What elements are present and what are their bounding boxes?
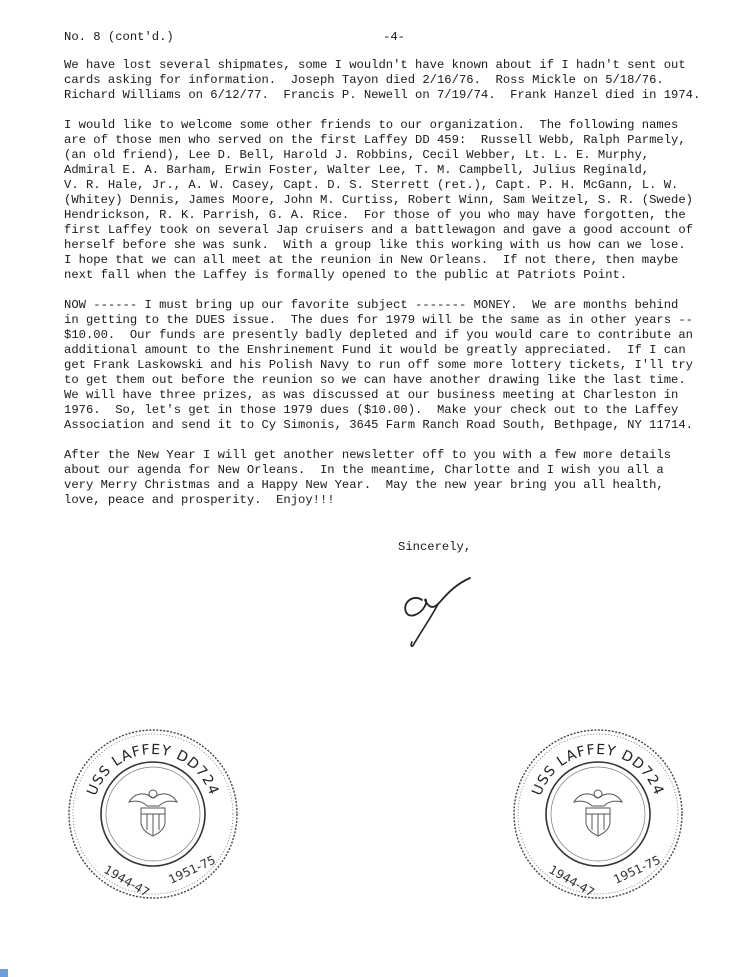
text-line: in getting to the DUES issue. The dues for 1979 will be the same as in other years -- — [64, 313, 693, 327]
issue-header: No. 8 (cont'd.) — [64, 30, 174, 44]
text-line: (Whitey) Dennis, James Moore, John M. Curtiss, Robert Winn, Sam Weitzel, S. R. (Swede) — [64, 193, 693, 207]
text-line: I hope that we can all meet at the reunion in New Orleans. If not there, then maybe — [64, 253, 679, 267]
text-line: Association and send it to Cy Simonis, 3645 Farm Ranch Road South, Bethpage, NY 11714. — [64, 418, 693, 432]
text-line: next fall when the Laffey is formally opened to the public at Patriots Point. — [64, 268, 628, 282]
paragraph-welcome — [64, 118, 734, 283]
text-line: We have lost several shipmates, some I wouldn't have known about if I hadn't sent out — [64, 58, 686, 72]
closing-salutation: Sincerely, — [398, 540, 472, 554]
letter-body — [64, 58, 734, 523]
signature — [392, 572, 492, 650]
uss-laffey-seal — [63, 722, 243, 902]
scan-edge-mark — [0, 969, 8, 977]
text-line: first Laffey took on several Jap cruisers and a battlewagon and gave a good account of — [64, 223, 693, 237]
text-line: Richard Williams on 6/12/77. Francis P. Newell on 7/19/74. Frank Hanzel died in 1974. — [64, 88, 701, 102]
seal-years-right: 1951-75 — [611, 852, 663, 887]
paragraph-money — [64, 298, 734, 433]
eagle-shield-icon — [574, 790, 622, 836]
text-line: (an old friend), Lee D. Bell, Harold J. Robbins, Cecil Webber, Lt. L. E. Murphy, — [64, 148, 650, 162]
text-line: herself before she was sunk. With a group like this working with us how can we lose. — [64, 238, 686, 252]
text-line: very Merry Christmas and a Happy New Year. May the new year bring you all health, — [64, 478, 664, 492]
text-line: love, peace and prosperity. Enjoy!!! — [64, 493, 335, 507]
text-line: NOW ------ I must bring up our favorite subject ------- MONEY. We are months behind — [64, 298, 679, 312]
seal-years-left: 1944-47 — [546, 862, 597, 900]
eagle-shield-icon — [129, 790, 177, 836]
text-line: We will have three prizes, as was discussed at our business meeting at Charleston in — [64, 388, 679, 402]
text-line: 1976. So, let's get in those 1979 dues ($10.00). Make your check out to the Laffey — [64, 403, 679, 417]
seal-years-right: 1951-75 — [166, 852, 218, 887]
seal-top-text: USS LAFFEY DD724 — [84, 741, 222, 798]
uss-laffey-seal — [508, 722, 688, 902]
text-line: are of those men who served on the first Laffey DD 459: Russell Webb, Ralph Parmely, — [64, 133, 686, 147]
seal-top-text: USS LAFFEY DD724 — [529, 741, 667, 798]
text-line: $10.00. Our funds are presently badly depleted and if you would care to contribute an — [64, 328, 693, 342]
text-line: Hendrickson, R. K. Parrish, G. A. Rice. For those of you who may have forgotten, the — [64, 208, 686, 222]
text-line: get Frank Laskowski and his Polish Navy to run off some more lottery tickets, I'll try — [64, 358, 693, 372]
page-number: -4- — [383, 30, 405, 44]
text-line: After the New Year I will get another newsletter off to you with a few more details — [64, 448, 672, 462]
paragraph-deaths — [64, 58, 734, 103]
paragraph-new-year — [64, 448, 734, 508]
text-line: Admiral E. A. Barham, Erwin Foster, Walter Lee, T. M. Campbell, Julius Reginald, — [64, 163, 650, 177]
text-line: to get them out before the reunion so we can have another drawing like the last time. — [64, 373, 686, 387]
text-line: about our agenda for New Orleans. In the meantime, Charlotte and I wish you all a — [64, 463, 664, 477]
seal-years-left: 1944-47 — [101, 862, 152, 900]
text-line: cards asking for information. Joseph Tayon died 2/16/76. Ross Mickle on 5/18/76. — [64, 73, 664, 87]
text-line: V. R. Hale, Jr., A. W. Casey, Capt. D. S. Sterrett (ret.), Capt. P. H. McGann, L. W. — [64, 178, 679, 192]
text-line: I would like to welcome some other friends to our organization. The following names — [64, 118, 679, 132]
text-line: additional amount to the Enshrinement Fund it would be greatly appreciated. If I can — [64, 343, 686, 357]
